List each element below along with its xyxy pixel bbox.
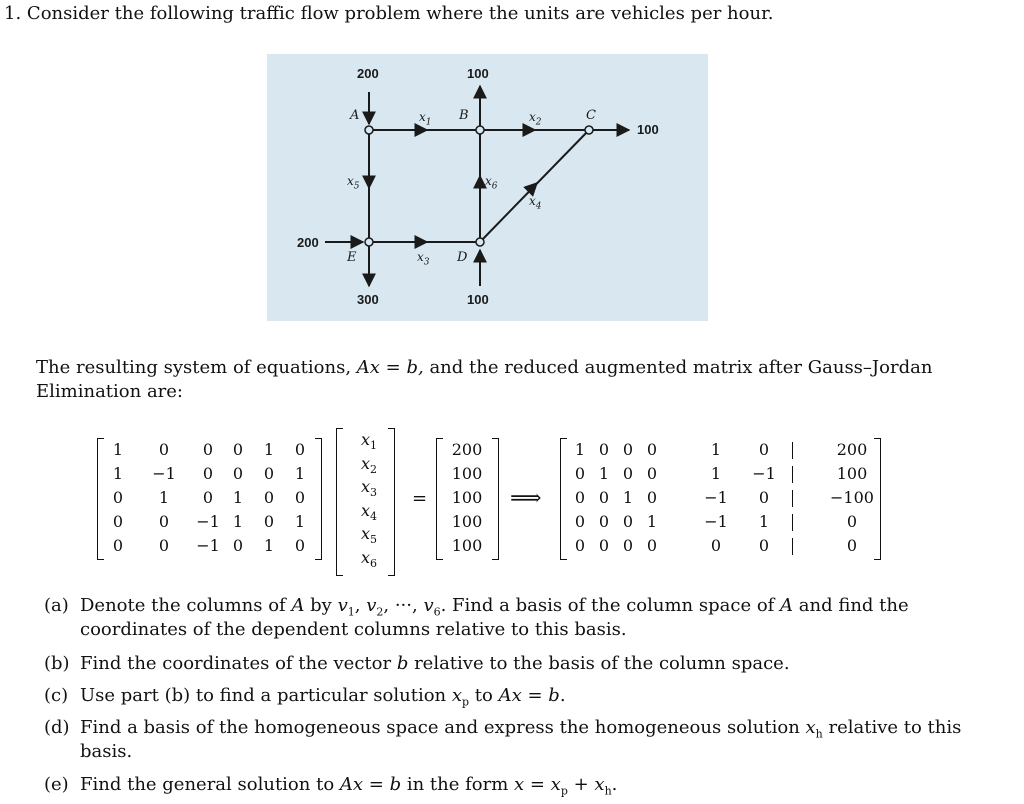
rref-cell: 1 — [646, 512, 658, 531]
system-text-a: The resulting system of equations, — [36, 357, 352, 378]
rref-cell: 0 — [758, 536, 770, 555]
vector-b-entry: 100 — [451, 464, 483, 483]
problem-intro: Consider the following traffic flow problem where the units are vehicles per hour. — [26, 3, 774, 24]
matrix-a-cell: 0 — [263, 464, 275, 483]
matrix-a-cell: 1 — [232, 512, 244, 531]
vector-x-entry: $x_4$ — [360, 500, 378, 523]
vector-b-entry: 100 — [451, 488, 483, 507]
matrix-a-cell: 0 — [158, 440, 170, 459]
node-a-label: A — [350, 108, 360, 123]
rref-augmented-entry: 0 — [846, 512, 858, 531]
matrix-a-cell: 0 — [202, 464, 214, 483]
matrix-a-cell: −1 — [152, 464, 176, 483]
node-b-label: B — [459, 108, 469, 123]
rref-cell: 0 — [646, 536, 658, 555]
vector-b-entry: 100 — [451, 512, 483, 531]
flow-e-in: 200 — [297, 235, 319, 250]
augmented-separator — [792, 442, 793, 459]
rref-augmented-entry: −100 — [830, 488, 874, 507]
vector-b-entry: 200 — [451, 440, 483, 459]
vector-x-left-bracket — [336, 428, 343, 576]
rref-cell: 0 — [598, 536, 610, 555]
rref-cell: 0 — [622, 464, 634, 483]
rref-cell: 1 — [574, 440, 586, 459]
node-d-label: D — [457, 250, 468, 265]
rref-cell: 0 — [574, 464, 586, 483]
var-x6: $x_6$ — [485, 174, 498, 192]
flow-a-in: 200 — [357, 66, 379, 81]
rref-cell: 0 — [574, 536, 586, 555]
rref-augmented-entry: 200 — [836, 440, 868, 459]
part-text: basis. — [80, 741, 133, 762]
node-e-label: E — [347, 250, 357, 265]
rref-cell: 0 — [598, 488, 610, 507]
var-x3: $x_3$ — [417, 250, 430, 268]
part-label: (c) — [44, 685, 69, 706]
matrix-a-cell: 0 — [294, 440, 306, 459]
matrix-a-cell: 1 — [294, 512, 306, 531]
matrix-a-cell: 1 — [263, 440, 275, 459]
augmented-separator — [792, 538, 793, 555]
matrix-a-cell: 1 — [112, 464, 124, 483]
implies-arrow: ⟹ — [510, 486, 542, 511]
rref-cell: −1 — [752, 464, 776, 483]
rref-cell: 1 — [758, 512, 770, 531]
part-text: Find the coordinates of the vector b relative to the basis of the column space. — [80, 653, 790, 674]
part-label: (d) — [44, 717, 70, 738]
part-text: Denote the columns of A by $v_1$, $v_2$, ···, $v_6$. Find a basis of the column space of A and find the — [80, 595, 909, 619]
augmented-separator — [792, 514, 793, 531]
matrix-a-right-bracket — [315, 438, 322, 560]
part-text: coordinates of the dependent columns relative to this basis. — [80, 619, 627, 640]
node-c-label: C — [586, 108, 596, 123]
vector-b-right-bracket — [492, 438, 499, 560]
rref-cell: 1 — [710, 464, 722, 483]
rref-cell: 0 — [598, 512, 610, 531]
var-x5: $x_5$ — [347, 174, 360, 192]
augmented-separator — [792, 466, 793, 483]
flow-b-out: 100 — [467, 66, 489, 81]
equals-sign: = — [412, 488, 428, 509]
part-label: (a) — [44, 595, 69, 616]
matrix-a-cell: 0 — [202, 488, 214, 507]
rref-cell: 1 — [598, 464, 610, 483]
part-label: (b) — [44, 653, 70, 674]
matrix-a-cell: 0 — [232, 464, 244, 483]
matrix-a-cell: 0 — [202, 440, 214, 459]
rref-cell: 1 — [710, 440, 722, 459]
rref-cell: 0 — [574, 488, 586, 507]
problem-number: 1. — [4, 3, 22, 24]
system-equation: Ax = b, — [356, 357, 424, 378]
matrix-a-cell: 1 — [294, 464, 306, 483]
matrix-a-cell: 1 — [112, 440, 124, 459]
var-x1: $x_1$ — [419, 110, 432, 128]
matrix-a-cell: −1 — [196, 512, 220, 531]
matrix-a-cell: −1 — [196, 536, 220, 555]
matrix-a-cell: 1 — [232, 488, 244, 507]
rref-cell: 1 — [622, 488, 634, 507]
augmented-separator — [792, 490, 793, 507]
part-text: Find the general solution to Ax = b in the form $x = x_p + x_h$. — [80, 774, 618, 798]
rref-cell: 0 — [646, 488, 658, 507]
flow-d-in: 100 — [467, 292, 489, 307]
part-text: Find a basis of the homogeneous space and express the homogeneous solution $x_h$ relative to this — [80, 717, 962, 741]
flow-e-out: 300 — [357, 292, 379, 307]
rref-cell: 0 — [646, 440, 658, 459]
rref-cell: 0 — [758, 440, 770, 459]
vector-x-right-bracket — [388, 428, 395, 576]
rref-cell: −1 — [704, 512, 728, 531]
rref-cell: 0 — [622, 536, 634, 555]
rref-cell: 0 — [622, 440, 634, 459]
rref-cell: 0 — [710, 536, 722, 555]
rref-cell: 0 — [622, 512, 634, 531]
matrix-a-cell: 0 — [232, 440, 244, 459]
rref-augmented-entry: 100 — [836, 464, 868, 483]
matrix-a-cell: 1 — [158, 488, 170, 507]
rref-cell: 0 — [574, 512, 586, 531]
var-x2: $x_2$ — [529, 110, 542, 128]
rref-cell: 0 — [598, 440, 610, 459]
matrix-a-cell: 0 — [263, 512, 275, 531]
matrix-a-cell: 0 — [232, 536, 244, 555]
matrix-a-cell: 1 — [263, 536, 275, 555]
rref-cell: 0 — [646, 464, 658, 483]
vector-x-entry: $x_3$ — [360, 477, 378, 500]
vector-x-entry: $x_2$ — [360, 453, 378, 476]
flow-c-out: 100 — [637, 122, 659, 137]
matrix-a-cell: 0 — [112, 512, 124, 531]
part-text: Use part (b) to find a particular solution $x_p$ to Ax = b. — [80, 685, 566, 709]
rref-cell: −1 — [704, 488, 728, 507]
matrix-a-cell: 0 — [158, 536, 170, 555]
rref-augmented-entry: 0 — [846, 536, 858, 555]
vector-b-entry: 100 — [451, 536, 483, 555]
vector-x-entry: $x_5$ — [360, 524, 378, 547]
matrix-a-cell: 0 — [112, 536, 124, 555]
matrix-a-cell: 0 — [158, 512, 170, 531]
vector-x-entry: $x_6$ — [360, 548, 378, 571]
part-label: (e) — [44, 774, 69, 795]
var-x4: $x_4$ — [529, 194, 542, 212]
rref-cell: 0 — [758, 488, 770, 507]
matrix-a-cell: 0 — [294, 488, 306, 507]
matrix-a-cell: 0 — [294, 536, 306, 555]
matrix-a-cell: 0 — [263, 488, 275, 507]
system-text-line2: Elimination are: — [36, 381, 183, 402]
matrix-a-cell: 0 — [112, 488, 124, 507]
system-text-b: and the reduced augmented matrix after Gauss–Jordan — [429, 357, 933, 378]
vector-x-entry: $x_1$ — [360, 430, 378, 453]
